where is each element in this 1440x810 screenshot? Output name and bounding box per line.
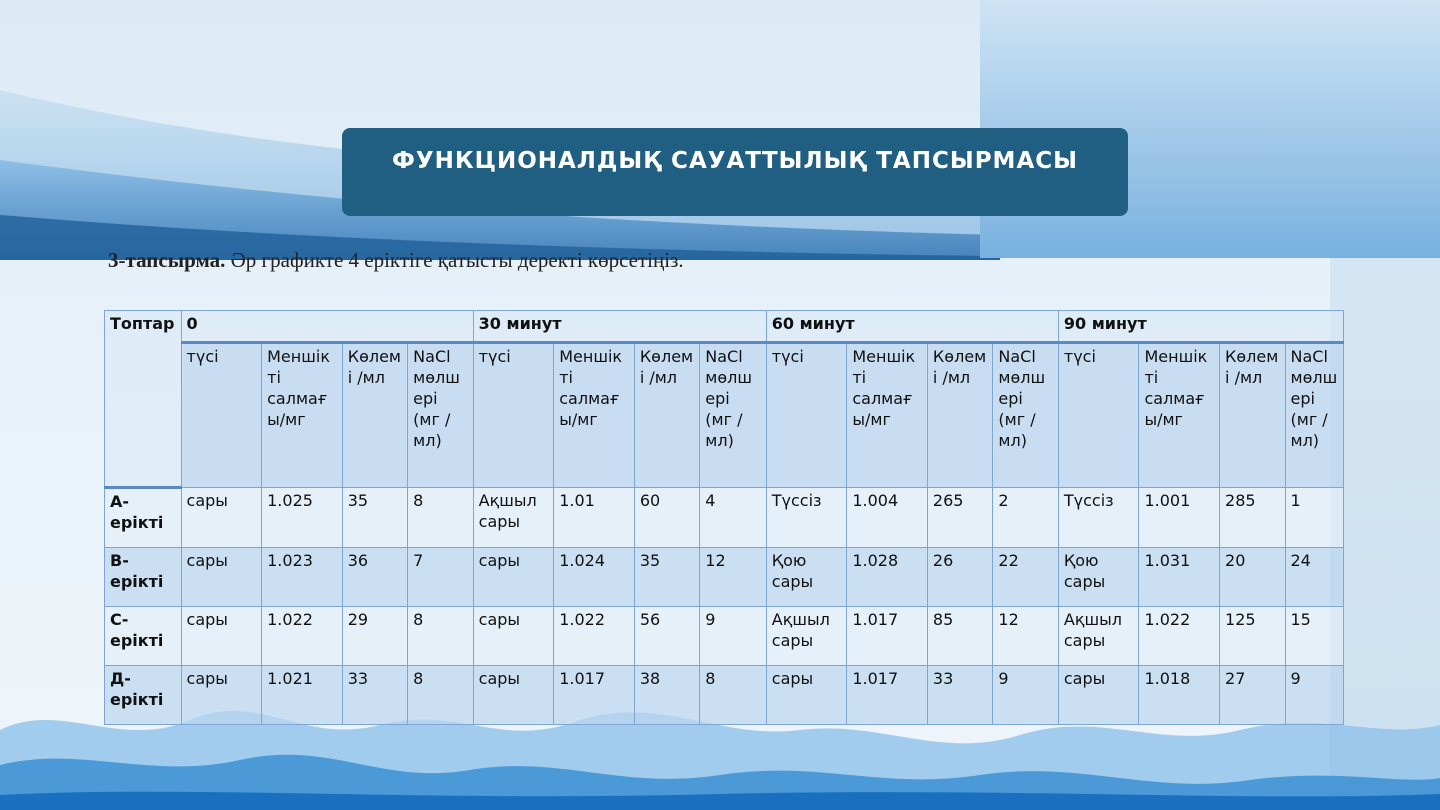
table-cell: 1.022 <box>1139 607 1220 666</box>
table-cell: 7 <box>408 548 473 607</box>
table-cell: Ақшыл сары <box>766 607 847 666</box>
table-cell: 8 <box>408 607 473 666</box>
table-cell: 1.017 <box>847 607 928 666</box>
col-header-color: түсі <box>766 343 847 488</box>
col-header-color: түсі <box>1058 343 1139 488</box>
table-cell: 9 <box>993 666 1058 725</box>
table-cell: 26 <box>927 548 992 607</box>
table-cell: 85 <box>927 607 992 666</box>
table-cell: 1.017 <box>847 666 928 725</box>
col-header-density: Меншікті салмағы/мг <box>847 343 928 488</box>
table-cell: 9 <box>700 607 766 666</box>
table-row <box>105 666 1344 725</box>
column-header-row <box>105 343 1344 488</box>
table-cell: 60 <box>634 488 699 548</box>
table-row <box>105 488 1344 548</box>
table-cell: Ақшыл сары <box>1058 607 1139 666</box>
table-cell: Ақшыл сары <box>473 488 554 548</box>
table-cell: 1.028 <box>847 548 928 607</box>
table-cell: сары <box>181 666 262 725</box>
task-statement <box>108 248 684 273</box>
table-cell: 12 <box>993 607 1058 666</box>
table-cell: 29 <box>342 607 407 666</box>
table-cell: 1.021 <box>262 666 343 725</box>
col-header-color: түсі <box>473 343 554 488</box>
table-cell: 1.01 <box>554 488 635 548</box>
table-cell: Қою сары <box>766 548 847 607</box>
table-cell: 1.022 <box>554 607 635 666</box>
col-header-density: Меншікті салмағы/мг <box>1139 343 1220 488</box>
table-cell: 8 <box>408 488 473 548</box>
table-cell: сары <box>1058 666 1139 725</box>
table-cell: 2 <box>993 488 1058 548</box>
col-header-nacl: NaCl мөлшері (мг / мл) <box>1285 343 1344 488</box>
table-cell: 33 <box>342 666 407 725</box>
col-header-nacl: NaCl мөлшері (мг / мл) <box>700 343 766 488</box>
table-cell: 1.001 <box>1139 488 1220 548</box>
col-header-volume: Көлемі /мл <box>1220 343 1285 488</box>
table-cell: 1 <box>1285 488 1344 548</box>
table-cell: 1.018 <box>1139 666 1220 725</box>
table-cell: 9 <box>1285 666 1344 725</box>
table-cell: 1.025 <box>262 488 343 548</box>
corner-header: Топтар <box>105 311 182 488</box>
table-cell: 33 <box>927 666 992 725</box>
table-cell: 4 <box>700 488 766 548</box>
table-cell: сары <box>181 607 262 666</box>
table-cell: 125 <box>1220 607 1285 666</box>
table-cell: 27 <box>1220 666 1285 725</box>
col-header-volume: Көлемі /мл <box>927 343 992 488</box>
col-header-color: түсі <box>181 343 262 488</box>
urine-data-table <box>104 310 1344 725</box>
table-cell: сары <box>473 607 554 666</box>
row-label: А-ерікті <box>105 488 182 548</box>
table-row <box>105 548 1344 607</box>
table-cell: 35 <box>634 548 699 607</box>
table-cell: сары <box>473 548 554 607</box>
table-cell: 20 <box>1220 548 1285 607</box>
table-cell: 38 <box>634 666 699 725</box>
group-header-30: 30 минут <box>473 311 766 343</box>
table-row <box>105 607 1344 666</box>
time-header-row <box>105 311 1344 343</box>
table-cell: 285 <box>1220 488 1285 548</box>
table-cell: 35 <box>342 488 407 548</box>
col-header-nacl: NaCl мөлшері (мг / мл) <box>993 343 1058 488</box>
table-cell: 1.023 <box>262 548 343 607</box>
table-cell: 15 <box>1285 607 1344 666</box>
row-label: С-ерікті <box>105 607 182 666</box>
table-cell: сары <box>766 666 847 725</box>
table-cell: сары <box>473 666 554 725</box>
table-cell: 265 <box>927 488 992 548</box>
table-cell: 8 <box>408 666 473 725</box>
table-cell: 36 <box>342 548 407 607</box>
table-cell: Түссіз <box>766 488 847 548</box>
table-cell: 12 <box>700 548 766 607</box>
group-header-90: 90 минут <box>1058 311 1343 343</box>
row-label: В-ерікті <box>105 548 182 607</box>
table-cell: 1.004 <box>847 488 928 548</box>
table-cell: 24 <box>1285 548 1344 607</box>
table-cell: сары <box>181 548 262 607</box>
group-header-60: 60 минут <box>766 311 1058 343</box>
table-cell: 8 <box>700 666 766 725</box>
col-header-density: Меншікті салмағы/мг <box>554 343 635 488</box>
col-header-nacl: NaCl мөлшері (мг / мл) <box>408 343 473 488</box>
table-cell: 56 <box>634 607 699 666</box>
table-cell: 1.017 <box>554 666 635 725</box>
col-header-volume: Көлемі /мл <box>342 343 407 488</box>
table-cell: 1.024 <box>554 548 635 607</box>
row-label: Д-ерікті <box>105 666 182 725</box>
table-cell: Түссіз <box>1058 488 1139 548</box>
col-header-volume: Көлемі /мл <box>634 343 699 488</box>
table-cell: 22 <box>993 548 1058 607</box>
slide-title: ФУНКЦИОНАЛДЫҚ САУАТТЫЛЫҚ ТАПСЫРМАСЫ <box>342 128 1128 216</box>
col-header-density: Меншікті салмағы/мг <box>262 343 343 488</box>
table-cell: Қою сары <box>1058 548 1139 607</box>
group-header-0: 0 <box>181 311 473 343</box>
table-cell: 1.031 <box>1139 548 1220 607</box>
task-label: 3-тапсырма. <box>108 248 226 272</box>
task-text: Әр графикте 4 еріктіге қатысты деректі көрсетіңіз. <box>225 248 684 272</box>
table-cell: 1.022 <box>262 607 343 666</box>
table-cell: сары <box>181 488 262 548</box>
